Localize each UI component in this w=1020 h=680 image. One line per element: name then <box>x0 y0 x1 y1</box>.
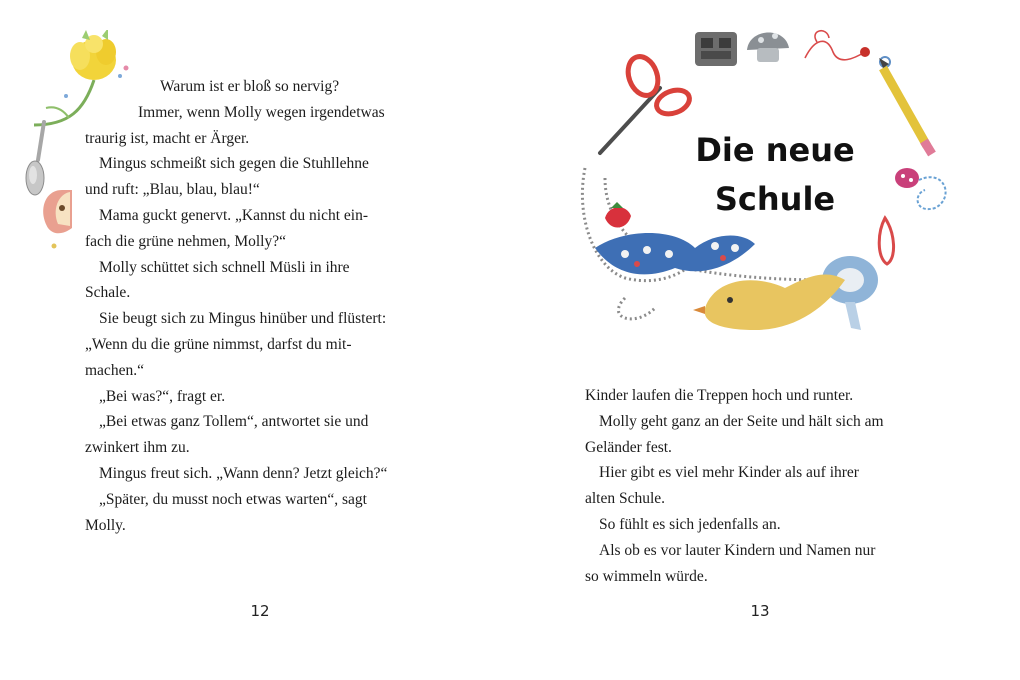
text-line: Sie beugt sich zu Mingus hinüber und flüstert: <box>99 310 387 328</box>
text-line: „Später, du musst noch etwas warten“, sagt <box>99 490 367 508</box>
fabric-bird-icon <box>595 233 755 274</box>
page-number: 12 <box>250 602 270 620</box>
text-line: Mama guckt genervt. „Kannst du nicht ein- <box>99 206 369 224</box>
text-line: Molly schüttet sich schnell Müsli in ihre <box>99 258 350 276</box>
school-objects-illustration <box>565 18 965 338</box>
pencil-icon <box>879 58 932 154</box>
text-line: So fühlt es sich jedenfalls an. <box>599 515 781 533</box>
text-line: zwinkert ihm zu. <box>85 439 190 457</box>
spoon-icon <box>26 122 44 195</box>
button-icon <box>895 168 946 209</box>
right-page <box>510 0 1020 680</box>
scissors-icon <box>600 52 693 153</box>
text-line: „Bei etwas ganz Tollem“, antwortet sie und <box>99 413 369 431</box>
right-page-text <box>585 383 945 589</box>
text-line: traurig ist, macht er Ärger. <box>85 129 250 147</box>
text-line: „Bei was?“, fragt er. <box>99 387 226 405</box>
text-line: Warum ist er bloß so nervig? <box>160 78 340 95</box>
text-line: machen.“ <box>85 361 144 379</box>
chapter-title-line1: Die neue <box>695 131 855 169</box>
text-line: Als ob es vor lauter Kindern und Namen nur <box>599 541 876 559</box>
chapter-title-line2: Schule <box>714 180 836 218</box>
text-line: und ruft: „Blau, blau, blau!“ <box>85 181 260 199</box>
page-number: 13 <box>750 602 770 620</box>
text-line: Geländer fest. <box>585 438 672 456</box>
text-line: Schale. <box>85 284 131 302</box>
text-line: so wimmeln würde. <box>585 567 708 585</box>
text-line: Kinder laufen die Treppen hoch und runter. <box>585 387 854 404</box>
strawberry-icon <box>605 202 631 228</box>
text-line: Mingus schmeißt sich gegen die Stuhllehne <box>99 155 369 173</box>
text-line: Molly. <box>85 516 126 534</box>
text-line: Hier gibt es viel mehr Kinder als auf ihrer <box>599 464 859 482</box>
thread-icon <box>805 31 870 60</box>
hairclip-icon <box>879 218 893 264</box>
text-line: Immer, wenn Molly wegen irgendetwas <box>138 103 385 121</box>
text-line: Mingus freut sich. „Wann denn? Jetzt gleich?“ <box>99 464 388 482</box>
text-line: Molly geht ganz an der Seite und hält sich am <box>599 412 884 430</box>
text-line: fach die grüne nehmen, Molly?“ <box>85 232 286 250</box>
apple-icon <box>43 190 72 233</box>
sharpener-icon <box>695 32 737 66</box>
text-line: „Wenn du die grüne nimmst, darfst du mit- <box>85 335 352 353</box>
text-line: alten Schule. <box>585 490 666 508</box>
left-page-text <box>85 74 445 538</box>
yellow-bird-icon <box>693 275 845 330</box>
mushroom-icon <box>747 32 789 62</box>
flower-icon <box>70 30 116 80</box>
